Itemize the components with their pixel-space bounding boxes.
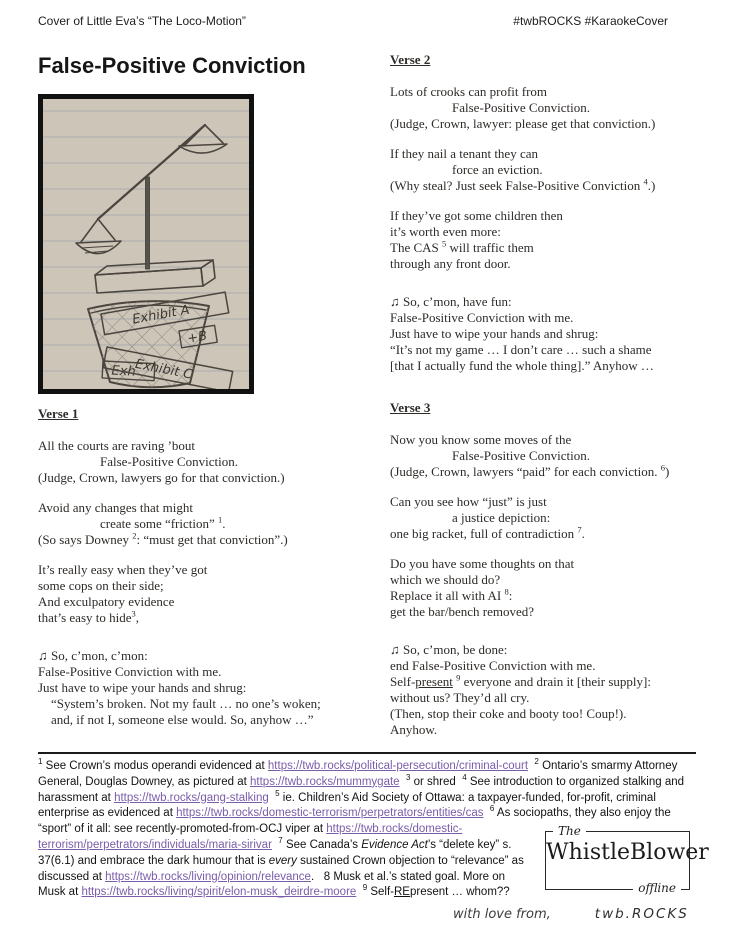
footnotes [38, 757, 709, 901]
footnote-link[interactable]: https://twb.rocks/gang-stalking [114, 791, 269, 804]
superscript-marker: 8 [504, 586, 509, 597]
italic-text: every [268, 854, 297, 867]
signature-brand: twb.ROCKS [594, 906, 689, 922]
superscript-marker: 4 [643, 176, 648, 187]
scale-post [146, 177, 150, 269]
superscript-marker: 7 [278, 836, 283, 846]
verse-heading: Verse 3 [390, 400, 431, 415]
underlined-text: RE [393, 886, 410, 899]
lyric-line: it’s worth even more: [390, 224, 501, 239]
lyric-line: end False-Positive Conviction with me. [390, 658, 596, 673]
lyric-line: False-Positive Conviction. [452, 448, 590, 463]
lyric-line: which we should do? [390, 572, 501, 587]
scales-sketch-image [38, 94, 254, 394]
stanza [38, 500, 370, 548]
stanza [38, 562, 370, 626]
lyric-line: False-Positive Conviction. [452, 100, 590, 115]
lyric-line: (So says Downey $^2$: “must get that conviction”.) [38, 530, 288, 547]
lyric-line: a justice depiction: [452, 510, 551, 525]
lyric-line: Avoid any changes that might [38, 500, 194, 515]
lyric-line: [that I actually fund the whole thing].” Anyhow … [390, 358, 654, 373]
lyric-line: get the bar/bench removed? [390, 604, 535, 619]
lyric-line: All the courts are raving ’bout [38, 438, 196, 453]
superscript-marker: 3 [131, 608, 136, 619]
hashtags: #twbROCKS #KaraokeCover [513, 14, 668, 28]
superscript-marker: 1 [218, 514, 223, 525]
footnotes-text: $^1$ See Crown’s modus operandi evidenced at https://twb.rocks/political-persecution/criminal-court $^2$ Ontario’s smarmy Attorney General, Douglas Downey, as pictured at https://twb.rocks/mummygate $^3$ or shred $^4$ See introduction to organized stalking and harassment at https://twb.rocks/gang-stalking $^5$ ie. Children’s Aid Society of Ottawa: a taxpayer-funded, for-profit, criminal enterprise as evidenced at https://twb.rocks/domestic-terrorism/perpetrators/entities/cas $^6$ As sociopaths, they also enjoy the “sport” of it all: see recently-promoted-from-OCJ viper at https://twb.rocks/domestic-terrorism/perpetrators/individuals/maria-sirivar $^7$ See Canada’s Evidence Act’s “delete key” s. 37(6.1) and embrace the dark humour that is every sustained Crown objection to “relevance” as discussed at https://twb.rocks/living/opinion/relevance. 8 Musk et al.’s stated goal. More on Musk at https://twb.rocks/living/spirit/elon-musk_deirdre-moore $^9$ Self-REpresent … whom?? [38, 757, 685, 899]
exhibit-slip-d-label: Exh [111, 363, 137, 380]
lyric-line: Can you see how “just” is just [390, 494, 547, 509]
lyric-line: It’s really easy when they’ve got [38, 562, 208, 577]
exhibit-slip-a-label: Exhibit A [131, 302, 191, 328]
scales-of-justice-drawing [43, 99, 249, 389]
superscript-marker: 9 [362, 883, 368, 893]
scale-base [95, 260, 215, 293]
superscript-marker: 5 [275, 788, 280, 798]
footnote-link[interactable]: https://twb.rocks/mummygate [250, 775, 400, 788]
superscript-marker: 1 [38, 757, 43, 767]
lyric-line: through any front door. [390, 256, 511, 271]
lyric-line: that’s easy to hide$^3$, [38, 608, 140, 625]
lyric-line: (Judge, Crown, lawyers “paid” for each conviction. $^6$) [390, 462, 670, 479]
superscript-marker: 6 [489, 804, 495, 814]
lyric-line: (Then, stop their coke and booty too! Coup!). [390, 706, 627, 721]
lyric-line: ♫ So, c’mon, have fun: [390, 294, 512, 309]
footnote-wrap-spacer [695, 759, 696, 825]
lyric-line: Replace it all with AI $^8$: [390, 586, 513, 603]
superscript-marker: 2 [132, 530, 137, 541]
footnote-separator-line [38, 752, 696, 754]
logo-the-label: The [553, 824, 586, 840]
lyric-line: If they’ve got some children then [390, 208, 563, 223]
superscript-marker: 3 [405, 772, 411, 782]
whistleblower-logo [545, 824, 709, 896]
lyric-line: without us? They’d all cry. [390, 690, 530, 705]
page-title: False-Positive Conviction [38, 53, 306, 78]
logo-offline-label: offline [633, 881, 681, 897]
footnote-link[interactable]: https://twb.rocks/political-persecution/criminal-court [267, 760, 529, 772]
stanza [390, 208, 712, 272]
italic-text: Evidence Act [361, 838, 428, 851]
footnote-link[interactable]: https://twb.rocks/domestic-terrorism/perpetrators/entities/cas [176, 807, 484, 820]
left-lyrics [38, 406, 370, 728]
logo-name: WhistleBlower [546, 840, 709, 865]
exhibit-slip-c-label: Exhibit C [133, 356, 194, 383]
lyric-line: force an eviction. [452, 162, 543, 177]
superscript-marker: 7 [577, 524, 582, 535]
lyric-line: False-Positive Conviction with me. [390, 310, 574, 325]
lyric-line: (Judge, Crown, lawyers go for that conviction.) [38, 470, 285, 485]
verse-heading: Verse 1 [38, 406, 79, 421]
lyric-line: Just have to wipe your hands and shrug: [38, 680, 247, 695]
lyric-line: “System’s broken. Not my fault … no one’s woken; [51, 696, 321, 711]
chorus [390, 294, 712, 374]
lyric-line: Do you have some thoughts on that [390, 556, 575, 571]
left-column [38, 52, 370, 742]
signature-greeting: with love from, [453, 907, 551, 922]
lyric-line: one big racket, full of contradiction $^7$. [390, 524, 585, 541]
stanza [390, 556, 712, 620]
lyric-line: some cops on their side; [38, 578, 164, 593]
exhibit-slip-b-label: +B [186, 328, 209, 347]
superscript-marker: 5 [442, 238, 447, 249]
lyric-line: create some “friction” $^1$. [100, 514, 226, 531]
superscript-marker: 4 [462, 772, 467, 782]
chorus [390, 642, 712, 738]
lyric-line: ♫ So, c’mon, be done: [390, 642, 508, 657]
lyric-line: ♫ So, c’mon, c’mon: [38, 648, 148, 663]
lyric-line: (Judge, Crown, lawyer: please get that conviction.) [390, 116, 656, 131]
lyric-line: Anyhow. [390, 722, 438, 737]
stanza [390, 494, 712, 542]
footnote-link[interactable]: https://twb.rocks/living/opinion/relevance [105, 870, 311, 883]
left-pan [76, 219, 121, 254]
right-lyrics [390, 52, 712, 738]
lyric-line: (Why steal? Just seek False-Positive Conviction $^4$.) [390, 176, 656, 193]
superscript-marker: 2 [534, 757, 539, 767]
lyric-line: The CAS $^5$ will traffic them [390, 238, 534, 255]
cover-credit: Cover of Little Eva’s “The Loco-Motion” [38, 14, 246, 28]
page-header [38, 14, 668, 28]
lyric-line: “It’s not my game … I don’t care … such a shame [390, 342, 652, 357]
superscript-marker: 6 [660, 462, 665, 473]
scale-beam [98, 125, 205, 219]
verse-heading: Verse 2 [390, 52, 431, 67]
lyric-line: False-Positive Conviction. [100, 454, 238, 469]
stanza [390, 146, 712, 194]
signature [453, 906, 689, 922]
underlined-text: present [415, 674, 453, 689]
stanza [38, 438, 370, 486]
lyric-line: and, if not I, someone else would. So, anyhow …” [51, 712, 314, 727]
lyric-line: Now you know some moves of the [390, 432, 572, 447]
right-pan [179, 125, 227, 153]
footnote-link[interactable]: https://twb.rocks/living/spirit/elon-musk_deirdre-moore [81, 886, 357, 899]
right-column [390, 52, 712, 752]
lyric-line: Self-present $^9$ everyone and drain it [their supply]: [390, 672, 651, 689]
chorus [38, 648, 370, 728]
superscript-marker: 9 [456, 672, 461, 683]
lyric-line: Just have to wipe your hands and shrug: [390, 326, 599, 341]
lyric-line: Lots of crooks can profit from [390, 84, 548, 99]
stanza [390, 432, 712, 480]
lyric-line: And exculpatory evidence [38, 594, 175, 609]
footnote-link[interactable]: https://twb.rocks/domestic-terrorism/perpetrators/individuals/maria-sirivar [38, 823, 463, 851]
lyric-line: False-Positive Conviction with me. [38, 664, 222, 679]
lyric-line: If they nail a tenant they can [390, 146, 538, 161]
stanza [390, 84, 712, 132]
